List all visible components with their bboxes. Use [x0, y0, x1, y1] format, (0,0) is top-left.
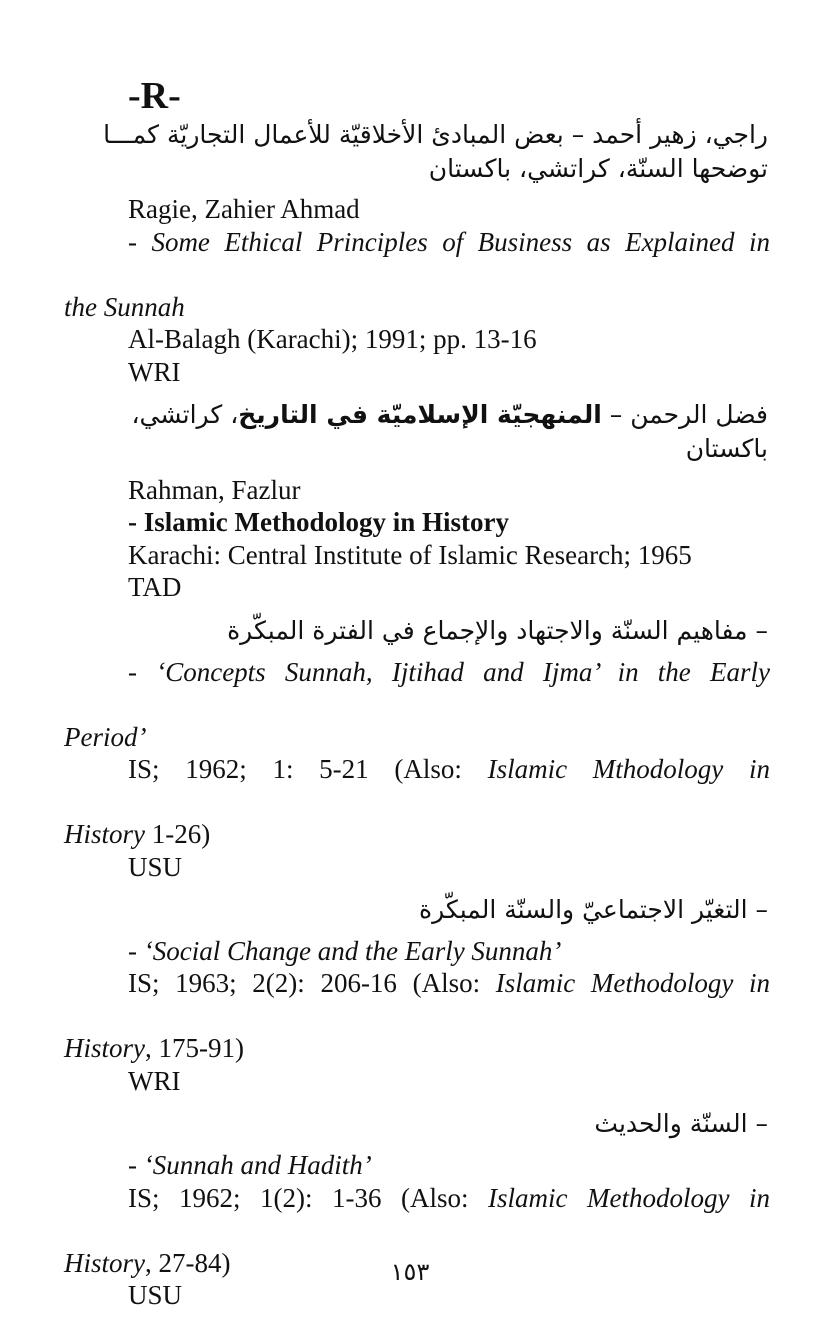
publication-details — [64, 753, 770, 818]
page-number: ١٥٣ — [390, 1258, 430, 1286]
arabic-citation: – التغيّر الاجتماعيّ والسنّة المبكّرة — [419, 895, 768, 925]
work-title-continued — [64, 291, 770, 324]
work-title-line: Period’ — [64, 721, 147, 752]
arabic-line: راجي، زهير أحمد – بعض المبادئ الأخلاقيّة للأعمال التجاريّة كمـــا — [103, 119, 768, 149]
bibliography-entry — [64, 398, 770, 604]
work-title-line: the Sunnah — [64, 291, 185, 322]
library-code: WRI — [128, 1065, 181, 1096]
arabic-citation — [64, 118, 768, 186]
publication-details-continued — [64, 818, 770, 851]
page-body — [64, 76, 770, 1322]
arabic-citation: – السنّة والحديث — [594, 1109, 768, 1139]
work-title-line: - ‘Sunnah and Hadith’ — [128, 1150, 372, 1181]
author-name: Rahman, Fazlur — [128, 474, 301, 505]
publication-italic: History — [64, 1033, 145, 1064]
work-title-line: - Some Ethical Principles of Business as Explained in — [128, 226, 770, 257]
publication-details — [64, 1182, 770, 1247]
publication-italic: History — [64, 819, 145, 850]
publication-details: Karachi: Central Institute of Islamic Research; 1965 — [128, 539, 692, 570]
publication-details — [64, 967, 770, 1032]
arabic-line: توضحها السنّة، كراتشي، باكستان — [428, 153, 768, 183]
publication-text: IS; 1963; 2(2): 206-16 (Also: — [128, 968, 496, 999]
publication-details: Al-Balagh (Karachi); 1991; pp. 13-16 — [128, 324, 537, 355]
work-title — [64, 656, 770, 721]
publication-text: IS; 1962; 1: 5-21 (Also: — [128, 754, 488, 785]
work-title — [64, 935, 770, 968]
arabic-place: ، كراتشي، باكستان — [131, 400, 768, 464]
library-code: USU — [128, 851, 183, 882]
publication-text: IS; 1962; 1(2): 1-36 (Also: — [128, 1182, 489, 1213]
bibliography-entry — [64, 893, 770, 1097]
work-title — [64, 1149, 770, 1182]
section-letter-heading: -R- — [128, 75, 181, 117]
bibliography-entry — [64, 118, 770, 389]
publication-italic: History — [64, 1247, 145, 1278]
work-title-line: - ‘Social Change and the Early Sunnah’ — [128, 935, 562, 966]
publication-text: , 175-91) — [145, 1033, 244, 1064]
publication-text: , 27-84) — [145, 1247, 231, 1278]
publication-italic: Islamic Methodology in — [488, 1182, 770, 1213]
publication-italic: Islamic Methodology in — [495, 968, 770, 999]
arabic-citation: – مفاهيم السنّة والاجتهاد والإجماع في الفترة المبكّرة — [227, 615, 768, 645]
work-title-line: - ‘Concepts Sunnah, Ijtihad and Ijma’ in the Early — [128, 656, 770, 687]
library-code: USU — [128, 1280, 183, 1311]
work-title-continued — [64, 721, 770, 754]
bibliography-entry — [64, 614, 770, 883]
arabic-author: فضل الرحمن – — [601, 400, 768, 430]
arabic-title: المنهجيّة الإسلاميّة في التاريخ — [238, 400, 602, 430]
publication-details-continued — [64, 1032, 770, 1065]
work-title — [64, 226, 770, 291]
library-code: TAD — [128, 572, 182, 603]
library-code: WRI — [128, 356, 181, 387]
publication-italic: Islamic Mthodology in — [487, 754, 770, 785]
author-name: Ragie, Zahier Ahmad — [128, 194, 360, 225]
publication-text: 1-26) — [145, 819, 211, 850]
arabic-citation — [64, 398, 768, 466]
work-title: - Islamic Methodology in History — [128, 507, 509, 538]
